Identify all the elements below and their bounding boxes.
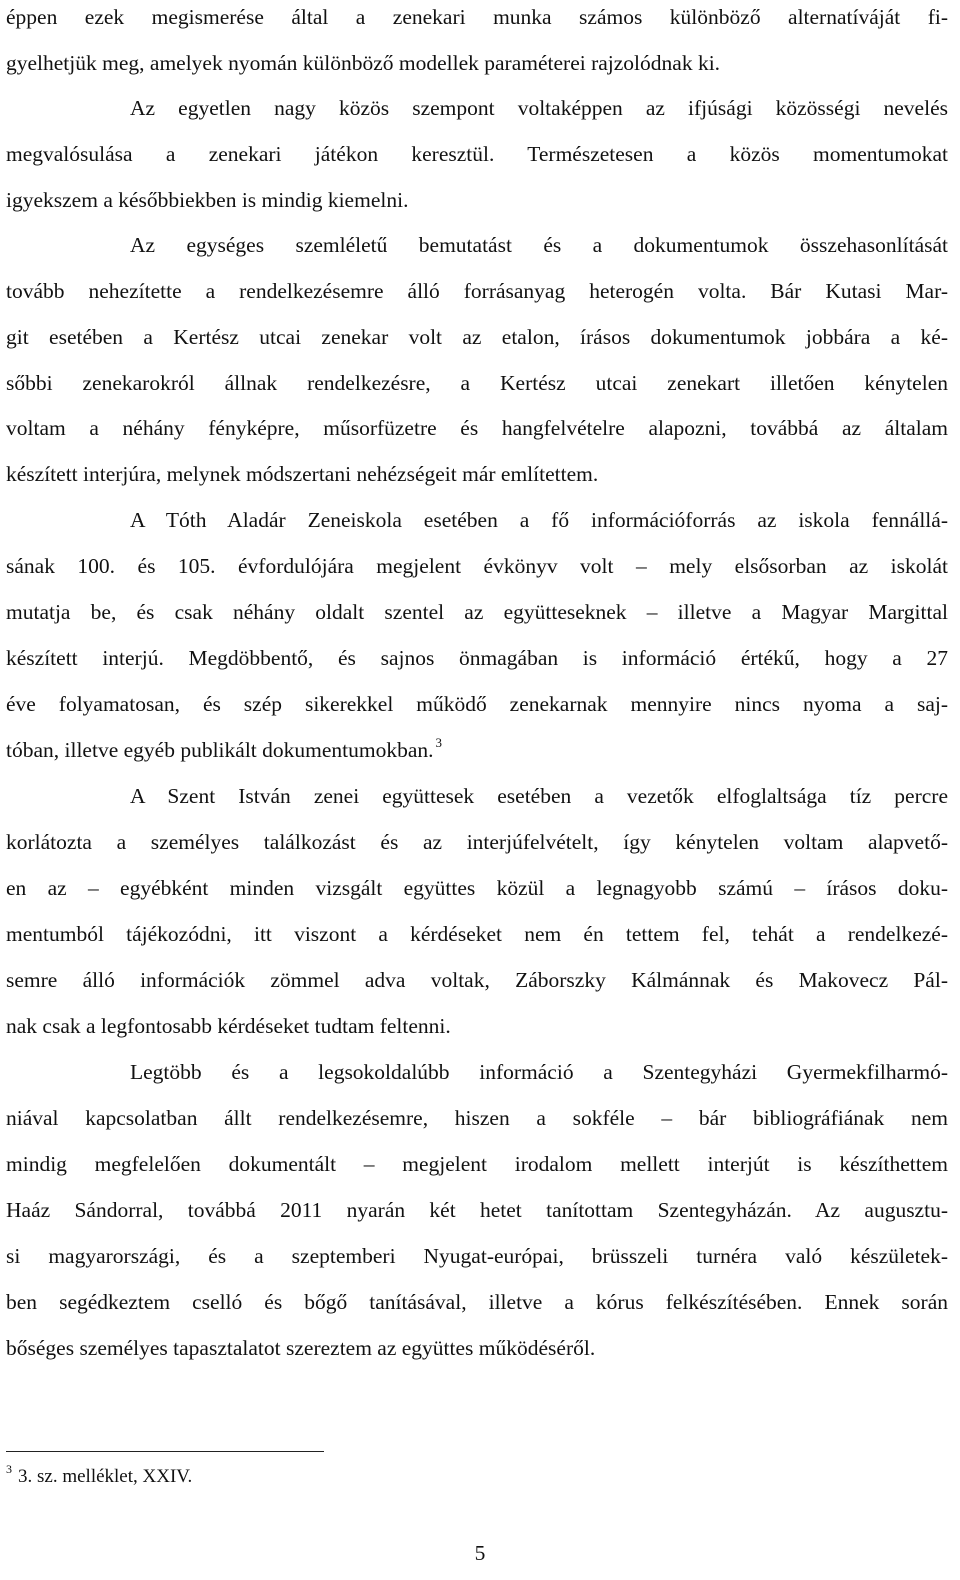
text-line: Legtöbb és a legsokoldalúbb információ a Szentegyházi Gyermekfilharmó- (130, 1060, 948, 1084)
text-line: niával kapcsolatban állt rendelkezésemre, hiszen a sokféle – bár bibliográfiának nem (6, 1106, 948, 1130)
footnote-mark: 3 (6, 1462, 12, 1476)
text-line: voltam a néhány fényképre, műsorfüzetre és hangfelvételre alapozni, továbbá az általam (6, 416, 948, 440)
page-number: 5 (474, 1541, 486, 1565)
text-line: si magyarországi, és a szeptemberi Nyugat-európai, brüsszeli turnéra való készületek- (6, 1244, 948, 1268)
text-line: A Szent István zenei együttesek esetében a vezetők elfoglaltsága tíz percre (130, 784, 948, 808)
footnote (6, 1464, 192, 1491)
text-line: tóban, illetve egyéb publikált dokumentumokban. (6, 738, 434, 762)
text-line: mindig megfelelően dokumentált – megjelent irodalom mellett interjút is készíthettem (6, 1152, 948, 1176)
text-line: mentumból tájékozódni, itt viszont a kérdéseket nem én tettem fel, tehát a rendelkezé- (6, 922, 948, 946)
footnote-reference: 3 (435, 735, 443, 750)
text-line: ben segédkeztem cselló és bőgő tanításával, illetve a kórus felkészítésében. Ennek során (6, 1290, 948, 1314)
text-line: A Tóth Aladár Zeneiskola esetében a fő információforrás az iskola fennállá- (130, 508, 948, 532)
text-line: en az – egyébként minden vizsgált együttes közül a legnagyobb számú – írásos doku- (6, 876, 948, 900)
text-line: éppen ezek megismerése által a zenekari munka számos különböző alternatíváját fi- (6, 5, 948, 29)
text-line: készített interjúra, melynek módszertani nehézségeit már említettem. (6, 462, 599, 486)
text-line: megvalósulása a zenekari játékon keresztül. Természetesen a közös momentumokat (6, 142, 948, 166)
text-line: Haáz Sándorral, továbbá 2011 nyarán két hetet tanítottam Szentegyházán. Az augusztu- (6, 1198, 948, 1222)
text-line: gyelhetjük meg, amelyek nyomán különböző modellek paraméterei rajzolódnak ki. (6, 51, 721, 75)
text-line: éve folyamatosan, és szép sikerekkel működő zenekarnak mennyire nincs nyoma a saj- (6, 692, 948, 716)
text-line: sőbbi zenekarokról állnak rendelkezésre, a Kertész utcai zenekart illetően kénytelen (6, 371, 948, 395)
text-line: semre álló információk zömmel adva voltak, Záborszky Kálmánnak és Makovecz Pál- (6, 968, 948, 992)
text-line: tovább nehezítette a rendelkezésemre álló forrásanyag heterogén volta. Bár Kutasi Mar- (6, 279, 948, 303)
text-line: git esetében a Kertész utcai zenekar volt az etalon, írásos dokumentumok jobbára a ké- (6, 325, 948, 349)
text-line: korlátozta a személyes találkozást és az interjúfelvételt, így kénytelen voltam alapvető- (6, 830, 948, 854)
text-line: nak csak a legfontosabb kérdéseket tudtam feltenni. (6, 1014, 451, 1038)
text-line: Az egységes szemléletű bemutatást és a dokumentumok összehasonlítását (130, 233, 948, 257)
text-line: sának 100. és 105. évfordulójára megjelent évkönyv volt – mely elsősorban az iskolát (6, 554, 948, 578)
text-line: készített interjú. Megdöbbentő, és sajnos önmagában is információ értékű, hogy a 27 (6, 646, 948, 670)
text-line: mutatja be, és csak néhány oldalt szentel az együtteseknek – illetve a Magyar Margittal (6, 600, 948, 624)
text-line: Az egyetlen nagy közös szempont voltaképpen az ifjúsági közösségi nevelés (130, 96, 948, 120)
text-line-with-footnote-ref (6, 735, 948, 765)
text-line: bőséges személyes tapasztalatot szereztem az együttes működéséről. (6, 1336, 596, 1360)
text-line: igyekszem a későbbiekben is mindig kiemelni. (6, 188, 409, 212)
footnote-text: 3. sz. melléklet, XXIV. (18, 1466, 193, 1487)
footnote-separator (6, 1451, 324, 1452)
